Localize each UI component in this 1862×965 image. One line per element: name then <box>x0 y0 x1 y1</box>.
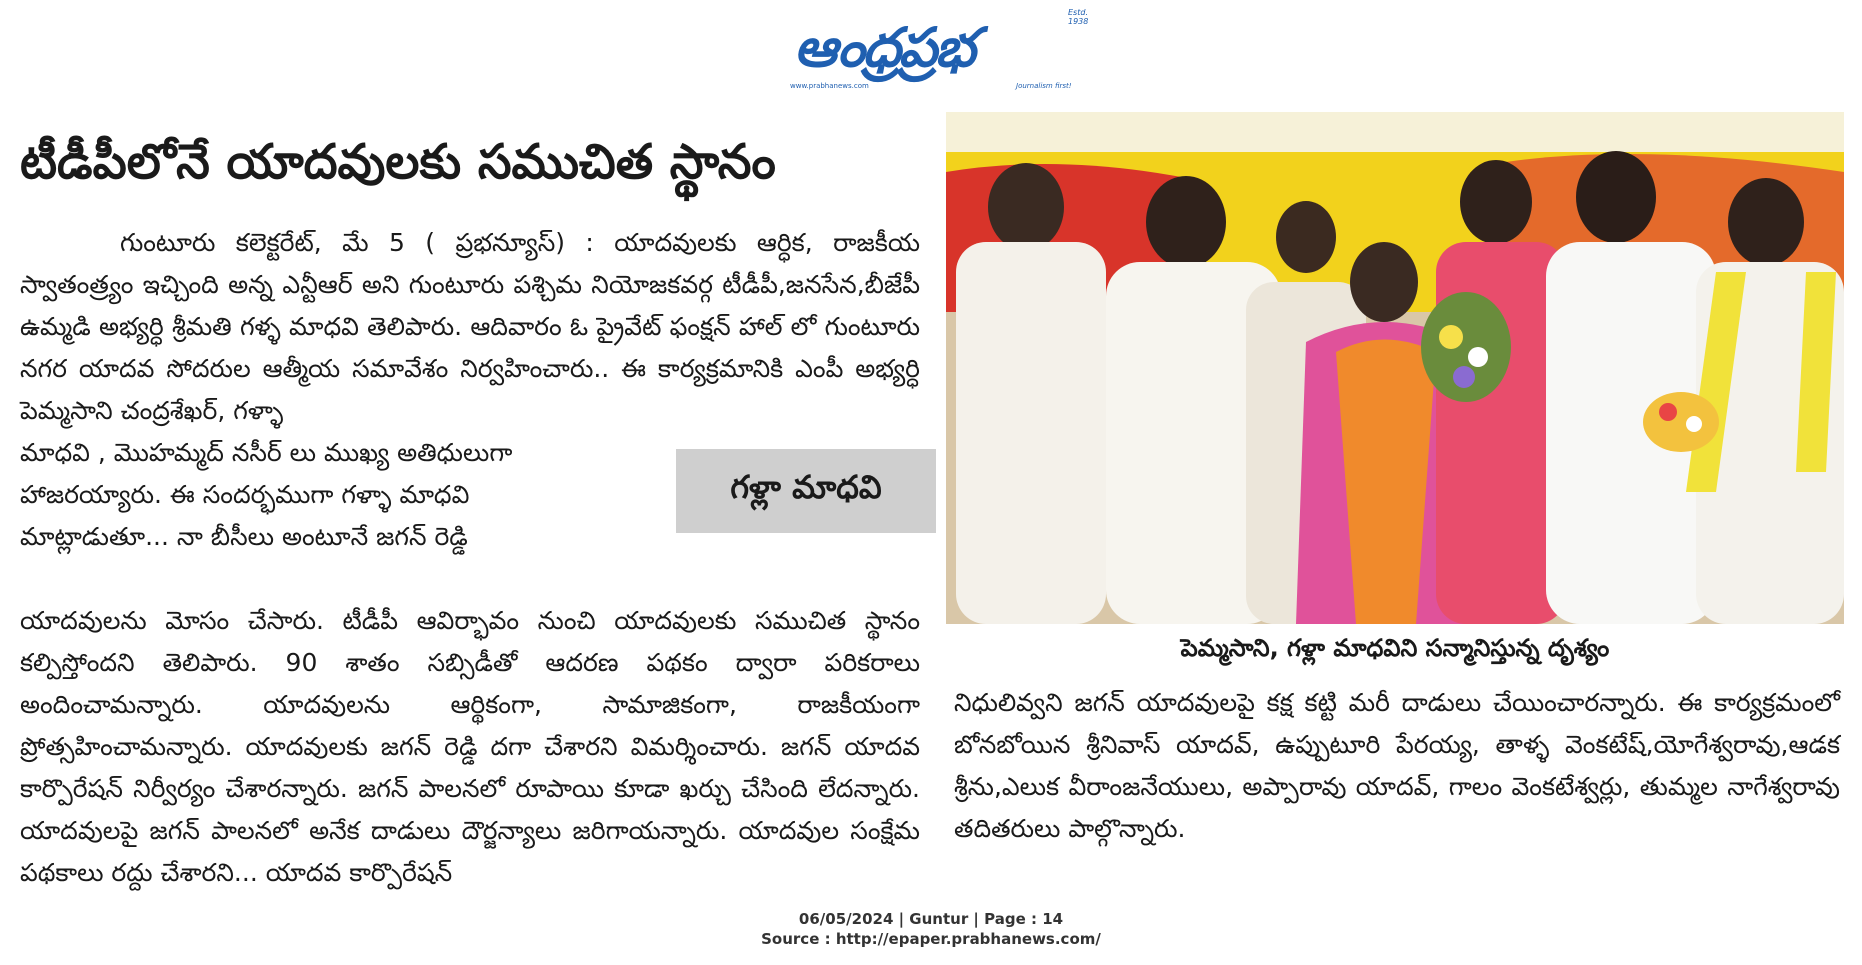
article-paragraph-2: యాదవులను మోసం చేసారు. టీడీపీ ఆవిర్భావం నుంచి యాదవులకు సముచిత స్థానం కల్పిస్తోందని తెలిపారు. 90 శాతం సబ్సిడీతో ఆదరణ పథకం ద్వారా పరికరాలు అందించామన్నారు. యాదవులను ఆర్థికంగా, సామాజికంగా, రాజకీయంగా ప్రోత్సహించామన్నారు. యాదవులకు జగన్ రెడ్డి దగా చేశారని విమర్శించారు. జగన్ యాదవ కార్పొరేషన్ నిర్వీర్యం చేశారన్నారు. జగన్ పాలనలో రూపాయి కూడా ఖర్చు చేసింది లేదన్నారు. యాదవులపై జగన్ పాలనలో అనేక దాడులు దౌర్జన్యాలు జరిగాయన్నారు. యాదవుల సంక్షేమ పథకాలు రద్దు చేశారని... యాదవ కార్పొరేషన్ <box>20 606 920 887</box>
footer-source: Source : http://epaper.prabhanews.com/ <box>761 930 1101 948</box>
masthead <box>780 8 1090 94</box>
news-photo <box>946 112 1844 624</box>
pull-quote-box: గళ్లా మాధవి <box>676 449 936 533</box>
footer-date-page: 06/05/2024 | Guntur | Page : 14 <box>798 910 1064 928</box>
article-left-column <box>20 222 920 894</box>
photo-caption: పెమ్మసాని, గళ్లా మాధవిని సన్మానిస్తున్న దృశ్యం <box>1180 634 1610 662</box>
newspaper-logo: ఆంధ్రప్రభ <box>794 16 974 79</box>
article-paragraph-1: గుంటూరు కలెక్టరేట్, మే 5 ( ప్రభన్యూస్) : యాదవులకు ఆర్ధిక, రాజకీయ స్వాతంత్ర్యం ఇచ్చింది అన్న ఎన్టీఆర్ అని గుంటూరు పశ్చిమ నియోజకవర్గ టీడీపీ,జనసేన,బీజేపీ ఉమ్మడి అభ్యర్ధి శ్రీమతి గళ్ళ మాధవి తెలిపారు. ఆదివారం ఓ ప్రైవేట్ ఫంక్షన్ హాల్ లో గుంటూరు నగర యాదవ సోదరుల ఆత్మీయ సమావేశం నిర్వహించారు.. ఈ కార్యక్రమానికి ఎంపీ అభ్యర్ధి పెమ్మసాని చంద్రశేఖర్, గళ్ళా <box>20 228 920 425</box>
article-wrap-line-2: హాజరయ్యారు. ఈ సందర్భముగా గళ్ళా మాధవి <box>20 480 470 509</box>
article-paragraph-3: నిధులివ్వని జగన్ యాదవులపై కక్ష కట్టి మరీ దాడులు చేయించారన్నారు. ఈ కార్యక్రమంలో బోనబోయిన శ్రీనివాస్ యాదవ్, ఉప్పుటూరి పేరయ్య, తాళ్ళ వెంకటేష్,యోగేశ్వరావు,ఆడక శ్రీను,ఎలుక వీరాంజనేయులు, అప్పారావు యాదవ్, గాలం వెంకటేశ్వర్లు, తుమ్మల నాగేశ్వరావు తదితరులు పాల్గొన్నారు. <box>954 688 1840 843</box>
estd-label: Estd. 1938 <box>1068 8 1089 26</box>
article-wrap-line-1: మాధవి , మొహమ్మద్ నసీర్ లు ముఖ్య అతిధులుగా <box>20 438 513 467</box>
tagline: Journalism first! <box>1016 82 1072 90</box>
site-url: www.prabhanews.com <box>790 82 869 90</box>
article-headline: టీడీపీలోనే యాదవులకు సముచిత స్థానం <box>20 134 776 190</box>
article-wrap-line-3: మాట్లాడుతూ... నా బీసీలు అంటూనే జగన్ రెడ్డి <box>20 522 468 551</box>
